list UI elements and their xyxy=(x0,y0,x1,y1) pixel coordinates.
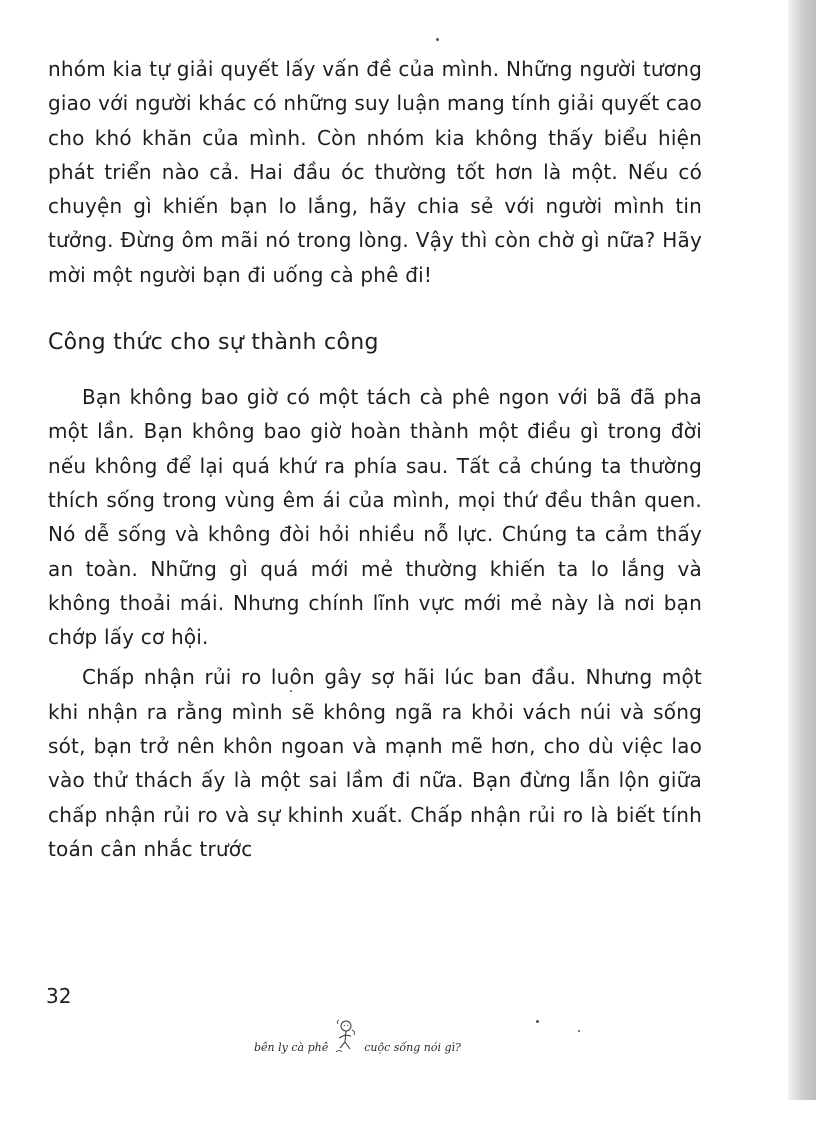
footer-title-left: bên ly cà phê xyxy=(254,1041,329,1054)
page-body xyxy=(48,52,702,866)
section-paragraph-2: Chấp nhận rủi ro luôn gây sợ hãi lúc ban đầu. Nhưng một khi nhận ra rằng mình sẽ không ngã ra khỏi vách núi và sống sót, bạn trở nên khôn ngoan và mạnh mẽ hơn, cho dù việc lao vào thử thách ấy là một sai lầm đi nữa. Bạn đừng lẫn lộn giữa chấp nhận rủi ro và sự khinh xuất. Chấp nhận rủi ro là biết tính toán cân nhắc trước xyxy=(48,665,702,861)
page-number: 32 xyxy=(46,984,72,1008)
section-heading: Công thức cho sự thành công xyxy=(48,330,379,356)
scan-edge-shadow xyxy=(788,0,816,1100)
scan-speck xyxy=(536,1020,539,1023)
section-paragraph-1: Bạn không bao giờ có một tách cà phê ngon với bã đã pha một lần. Bạn không bao giờ hoàn thành một điều gì trong đời nếu không để lại quá khứ ra phía sau. Tất cả chúng ta thường thích sống trong vùng êm ái của mình, mọi thứ đều thân quen. Nó dễ sống và không đòi hỏi nhiều nỗ lực. Chúng ta cảm thấy an toàn. Những gì quá mới mẻ thường khiến ta lo lắng và không thoải mái. Nhưng chính lĩnh vực mới mẻ này là nơi bạn chớp lấy cơ hội. xyxy=(48,385,702,650)
footer-title-right: cuộc sống nói gì? xyxy=(364,1041,461,1054)
running-footer xyxy=(254,1014,461,1054)
scan-speck xyxy=(436,38,439,41)
coffee-figure-icon xyxy=(332,1018,358,1058)
paragraph-continued: nhóm kia tự giải quyết lấy vấn đề của mình. Những người tương giao với người khác có những suy luận mang tính giải quyết cao cho khó khăn của mình. Còn nhóm kia không thấy biểu hiện phát triển nào cả. Hai đầu óc thường tốt hơn là một. Nếu có chuyện gì khiến bạn lo lắng, hãy chia sẻ với người mình tin tưởng. Đừng ôm mãi nó trong lòng. Vậy thì còn chờ gì nữa? Hãy mời một người bạn đi uống cà phê đi! xyxy=(48,57,702,287)
scan-speck xyxy=(578,1030,580,1032)
scan-speck xyxy=(290,690,292,692)
